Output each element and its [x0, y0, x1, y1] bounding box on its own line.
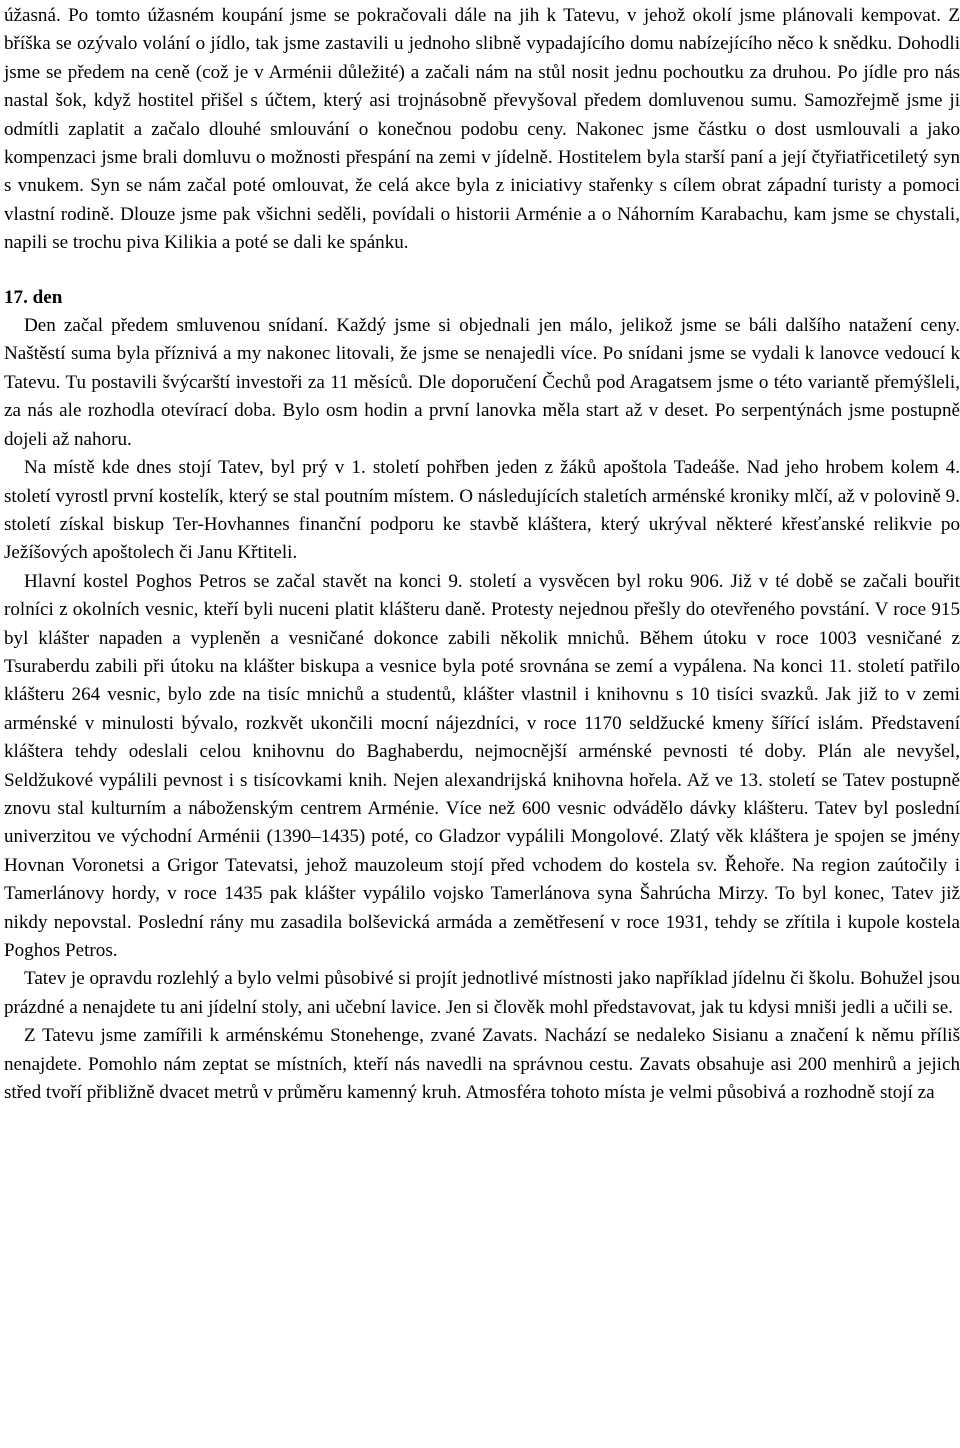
paragraph-zavats: Z Tatevu jsme zamířili k arménskému Stonehenge, zvané Zavats. Nachází se nedaleko Sisianu a značení k němu příliš nenajdete. Pomohlo nám zeptat se místních, kteří nás navedli na správnou cestu. Zavats obsahuje asi 200 menhirů a jejich střed tvoří přibližně dvacet metrů v průměru kamenný kruh. Atmosféra tohoto místa je velmi působivá a rozhodně stojí za [4, 1025, 960, 1104]
paragraph-tatev-history: Hlavní kostel Poghos Petros se začal stavět na konci 9. století a vysvěcen byl roku 906. Již v té době se začali bouřit rolníci z okolních vesnic, kteří byli nuceni platit klášteru daně. Protesty nejednou přešly do otevřeného povstání. V roce 915 byl klášter napaden a vypleněn a vesničané dokonce zabili několik mnichů. Během útoku v roce 1003 vesničané z Tsuraberdu zabili při útoku na klášter biskupa a vesnice byla poté srovnána se zemí a vypálena. Na konci 11. století patřilo klášteru 264 vesnic, bylo zde na tisíc mnichů a studentů, klášter vlastnil i knihovnu s 10 tisíci svazků. Jak již to v zemi arménské v minulosti bývalo, rozkvět ukončili mocní nájezdníci, v roce 1170 seldžucké kmeny šířící islám. Představení kláštera tehdy odeslali celou knihovnu do Baghaberdu, nejmocnější arménské pevnosti té doby. Plán ale nevyšel, Seldžukové vypálili pevnost i s tisícovkami knih. Nejen alexandrijská knihovna hořela. Až ve 13. století se Tatev postupně znovu stal kulturním a náboženským centrem Arménie. Více než 600 vesnic odvádělo dávky klášteru. Tatev byl poslední univerzitou ve východní Arménii (1390–1435) poté, co Gladzor vypálili Mongolové. Zlatý věk kláštera je spojen se jmény Hovnan Voronetsi a Grigor Tatevatsi, jehož mauzoleum stojí před vchodem do kostela sv. Řehoře. Na region zaútočily i Tamerlánovy hordy, v roce 1435 pak klášter vypálilo vojsko Tamerlánova syna Šahrúcha Mirzy. To byl konec, Tatev již nikdy nepovstal. Poslední rány mu zasadila bolševická armáda a zemětřesení v roce 1931, tehdy se zřítila i kupole kostela Poghos Petros. [4, 570, 960, 961]
paragraph-tatev-origin: Na místě kde dnes stojí Tatev, byl prý v 1. století pohřben jeden z žáků apoštola Tadeáše. Nad jeho hrobem kolem 4. století vyrostl první kostelík, který se stal poutním místem. O následujících staletích arménské kroniky mlčí, až v polovině 9. století získal biskup Ter-Hovhannes finanční podporu ke stavbě kláštera, který ukrýval některé křesťanské relikvie po Ježíšových apoštolech či Janu Křtiteli. [4, 457, 960, 564]
paragraph-breakfast: Den začal předem smluvenou snídaní. Každý jsme si objednali jen málo, jelikož jsme se báli dalšího natažení ceny. Naštěstí suma byla příznivá a my nakonec litovali, že jsme se nenajedli více. Po snídani jsme se vydali k lanovce vedoucí k Tatevu. Tu postavili švýcarští investoři za 11 měsíců. Dle doporučení Čechů pod Aragatsem jsme o této variantě přemýšleli, za nás ale rozhodla otevírací doba. Bylo osm hodin a první lanovka měla start až v deset. Po serpentýnách jsme postupně dojeli až nahoru. [4, 315, 960, 450]
paragraph-tatev-visit: Tatev je opravdu rozlehlý a bylo velmi působivé si projít jednotlivé místnosti jako například jídelnu či školu. Bohužel jsou prázdné a nenajdete tu ani jídelní stoly, ani učební lavice. Jen si člověk mohl představovat, jak tu kdysi mniši jedli a učili se. [4, 968, 960, 1018]
day-heading: 17. den [4, 286, 63, 308]
paragraph-gap [4, 258, 960, 284]
paragraph-continuation: úžasná. Po tomto úžasném koupání jsme se pokračovali dále na jih k Tatevu, v jehož okolí jsme plánovali kempovat. Z bříška se ozývalo volání o jídlo, tak jsme zastavili u jednoho slibně vypadajícího domu nabízejícího něco k snědku. Dohodli jsme se předem na ceně (což je v Arménii důležité) a začali nám na stůl nosit jednu pochoutku za druhou. Po jídle pro nás nastal šok, když hostitel přišel s účtem, který asi trojnásobně převyšoval předem domluvenou sumu. Samozřejmě jsme ji odmítli zaplatit a začalo dlouhé smlouvání o konečnou podobu ceny. Nakonec jsme částku o dost usmlouvali a jako kompenzaci jsme brali domluvu o možnosti přespání na zemi v jídelně. Hostitelem byla starší paní a její čtyřiatřicetiletý syn s vnukem. Syn se nám začal poté omlouvat, že celá akce byla z iniciativy stařenky s cílem obrat západní turisty a pomoci vlastní rodině. Dlouze jsme pak všichni seděli, povídali o historii Arménie a o Náhorním Karabachu, kam jsme se chystali, napili se trochu piva Kilikia a poté se dali ke spánku. [4, 5, 960, 254]
